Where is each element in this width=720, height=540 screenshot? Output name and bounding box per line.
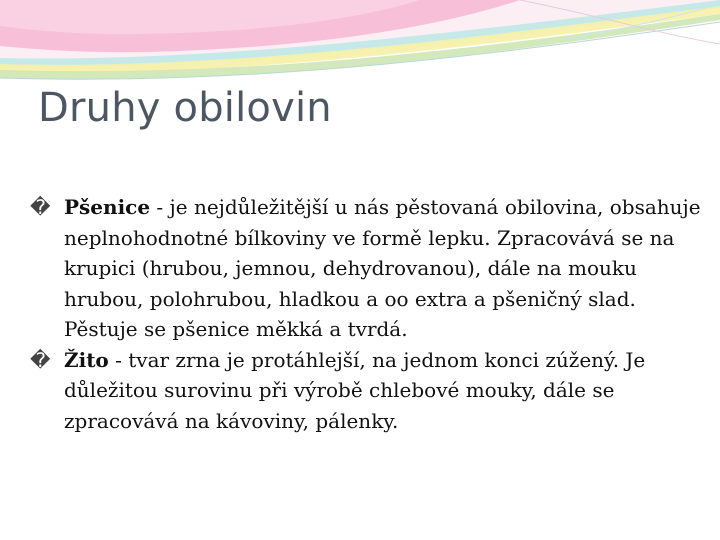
bullet-glyph-icon: �	[30, 347, 51, 372]
bullet-item-psenice	[30, 192, 702, 345]
bullet-lead: Pšenice	[64, 195, 151, 219]
slide-title: Druhy obilovin	[38, 85, 332, 131]
bullet-text: - tvar zrna je protáhlejší, na jednom konci zúžený. Je důležitou surovinu při výrobě chlebové mouky, dále se zpracovává na kávoviny, pálenky.	[64, 347, 646, 433]
bullet-glyph-icon: �	[30, 195, 51, 219]
bullet-item-zito	[30, 345, 702, 437]
slide-body	[30, 192, 702, 436]
bullet-lead: Žito	[64, 347, 109, 372]
bullet-text: - je nejdůležitější u nás pěstovaná obilovina, obsahuje neplnohodnotné bílkoviny ve formě lepku. Zpracovává se na krupici (hrubou, jemnou, dehydrovanou), dále na mouku hrubou, polohrubou, hladkou a oo extra a pšeničný slad. Pěstuje se pšenice měkká a tvrdá.	[64, 195, 701, 341]
